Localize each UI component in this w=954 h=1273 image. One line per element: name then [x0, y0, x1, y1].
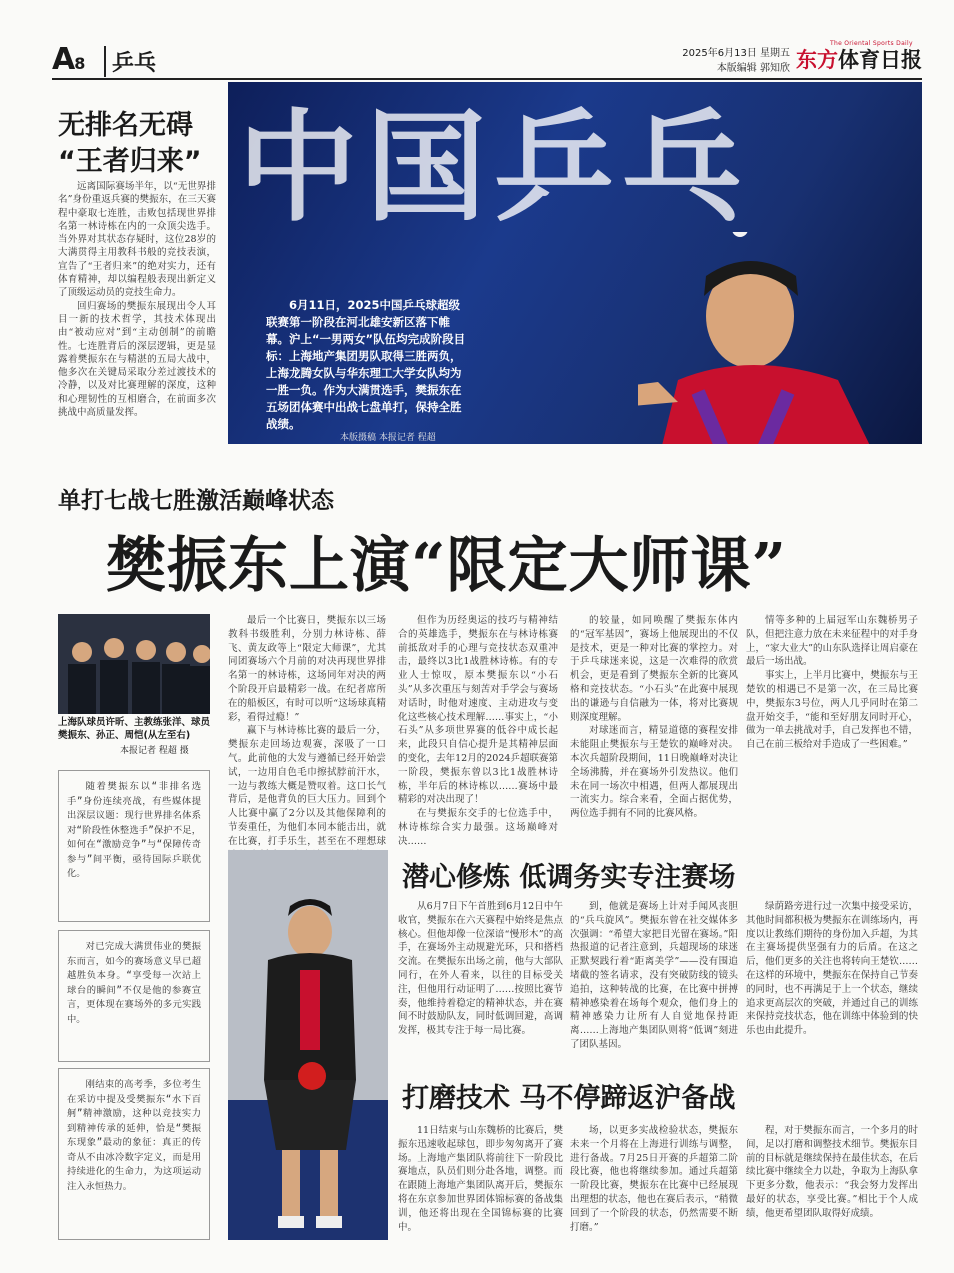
- article-column: [746, 614, 918, 752]
- issue-date: 2025年6月13日 星期五: [682, 48, 790, 59]
- article-paragraph: 11日结束与山东魏桥的比赛后，樊振东迅速收起球包，即步匆匆离开了赛场。上海地产集团队将前往下一阶段比赛地点，队员们则分赴各地，调整。而在跟随上海地产集团队离开后，樊振东将在东京参加世界团体锦标赛的备战集训，他还将出现在全国锦标赛的比赛中。: [398, 1125, 563, 1233]
- article-column: [398, 614, 558, 849]
- player-action-photo: [228, 850, 388, 1240]
- page-number: A8: [52, 42, 85, 77]
- hero-caption: 6月11日，2025中国乒乓球超级联赛第一阶段在河北雄安新区落下帷幕。沪上“一男两女”队伍均完成阶段目标：上海地产集团男队取得三胜两负，上海龙腾女队与华东理工大学女队均为一胜一负。作为大满贯选手，樊振东在五场团体赛中出战七盘单打，保持全胜战绩。: [266, 298, 466, 431]
- article-paragraph: 事实上，上半月比赛中，樊振东与王楚钦的相遇已不是第一次，在三局比赛中，樊振东3号位，两人几乎同时在第二盘开始交手，“能和至好朋友同时开心，做为一单去挑战对手，自己发挥也不错，自己在前三板给对手造成了一些困难。”: [746, 670, 918, 751]
- article-column: [570, 1124, 738, 1234]
- hero-photo: [228, 82, 922, 444]
- player-serving-illustration: [638, 232, 922, 444]
- subhead-preparation: 打磨技术 马不停蹄返沪备战: [402, 1083, 736, 1114]
- logo-red-text: 东方: [796, 48, 838, 72]
- article-paragraph: 在与樊振东交手的七位选手中，林诗栋综合实力最强。这场巅峰对决……: [398, 808, 558, 847]
- article-paragraph: 场，以更多实战检验状态，樊振东未来一个月将在上海进行训练与调整，进行备战。7月25日开赛的乒超第二阶段比赛，他也将继续参加。通过兵超第一阶段比赛，樊振东在比赛中已经展现出理想的状态，他也在赛后表示，“稍微回到了一个阶段的状态，仍然需要不断打磨。”: [570, 1125, 738, 1233]
- hero-banner-text: 中国乒乓: [238, 99, 750, 238]
- article-column: [570, 900, 738, 1052]
- headline-kicker: 单打七战七胜激活巅峰状态: [58, 488, 334, 514]
- logo-black-text: 体育日报: [838, 48, 922, 72]
- commentary-box: 对已完成大满贯伟业的樊振东而言，如今的赛场意义早已超越胜负本身。“享受每一次站上球台的瞬间”不仅是他的参赛宣言，更体现在赛场外的多元实践中。: [58, 930, 210, 1062]
- article-column: [570, 614, 738, 821]
- commentary-box: 刚结束的高考季，多位考生在采访中提及受樊振东“水下百舸”精神激励，这种以竞技实力到精神传承的延伸，恰是“樊振东现象”最动的象征：真正的传奇从不由冰冷数字定义，而是用持续进化的生命力，为这项运动注入永恒热力。: [58, 1068, 210, 1240]
- commentary-box: 随着樊振东以“非排名选手”身份连续亮战，有些媒体提出深层议题：现行世界排名体系对“阶段性休整选手”保护不足，如何在“激励竞争”与“保障传奇参与”间平衡，亟待国际乒联优化。: [58, 770, 210, 922]
- bench-photo-credit: 本报记者 程超 摄: [120, 746, 189, 756]
- logo-english: The Oriental Sports Daily: [830, 40, 913, 47]
- team-bench-photo: [58, 614, 210, 714]
- player-action-illustration: [228, 850, 388, 1240]
- newspaper-logo: [796, 40, 922, 74]
- article-paragraph: 从6月7日下午首胜到6月12日中午收官，樊振东在六天赛程中始终是焦点核心。但他却像一位深谙“慢形木”的高手，在赛场外主动规避光环，只和搭档交流。在樊振东出场之前，他与大部队同行，在外人看来，以往的目标受关注，但他用行动证明了……按照比赛节奏，他维持着稳定的精神状态，并在赛间不时鼓励队友，同时低调回避，高调发挥，极其专注于每一局比赛。: [398, 901, 563, 1037]
- article-column: [398, 1124, 563, 1234]
- intro-title: [58, 108, 228, 180]
- intro-paragraph: 远离国际赛场半年，以“无世界排名”身份重返兵赛的樊振东，在三天赛程中豪取七连胜，击败包括现世界排名第一林诗栋在内的一众顶尖选手。当外界对其状态存疑时，这位28岁的大满贯得主用教科书般的竞技表演，宣告了“王者归来”的绝对实力，还有体育精神，却以编程般表现出新定义了顶级运动员的竞技生命力。: [58, 181, 216, 299]
- hero-credit: 本版摄稿 本报记者 程超: [340, 433, 436, 443]
- article-column: [398, 900, 563, 1038]
- article-column: [746, 1124, 918, 1221]
- article-column: [228, 614, 386, 876]
- article-column: [746, 900, 918, 1038]
- masthead: [52, 40, 922, 80]
- article-paragraph: 到，他就是赛场上计对手闻风丧胆的“兵乓旋风”。樊振东曾在社交媒体多次强调：“希望大家把目光留在赛场。”阳热报道的记者注意到，兵超现场的球迷正默契践行着“距离美学”——没有围追堵截的签名请求，没有突破防线的镜头追拍，这种转战的比赛，在比赛中拼搏精神感染着在场每个观众，他们身上的精神感染力让所有人自觉地保持距离……上海地产集团队则将“低调”刻进了团队基因。: [570, 901, 738, 1050]
- section-name: 乒乓: [104, 46, 156, 77]
- article-paragraph: 情等多种的上届冠军山东魏桥男子队，但把注意力放在未来征程中的对手身上，“家大业大”的山东队选择让周启豪在最后一场出战。: [746, 615, 918, 668]
- bench-photo-caption: 上海队球员许昕、主教练张洋、球员樊振东、孙正、周恺(从左至右): [58, 717, 211, 741]
- subhead-focus: 潜心修炼 低调务实专注赛场: [402, 862, 736, 893]
- intro-paragraph: 回归赛场的樊振东展现出令人耳目一新的技术哲学，其技术体现出由“被动应对”到“主动创制”的前瞻性。七连胜背后的深层逻辑，更是显露着樊振东在与精湛的五局大战中，他多次在关键局采取分差过渡技术的冷静，以及对比赛理解的深度，这种和心理韧性的互相磨合，在前面多次挑战中高质量发挥。: [58, 300, 216, 419]
- article-paragraph: 最后一个比赛日，樊振东以三场教科书级胜利，分别力林诗栋、薛飞、黄友政等上“限定大师课”，尤其同团赛场六个月前的对决再现世界排名第一的林诗栋，这场同年对决的两个阶段开启最精彩一战。在纪者席所在的船板区，有时可以听“这场球真精彩，看得过瘾！”: [228, 615, 386, 723]
- date-editor: [682, 46, 790, 76]
- intro-text: [58, 180, 216, 419]
- article-paragraph: 对球迷而言，精显道德的赛程安排未能阻止樊振东与王楚钦的巅峰对决。本次兵超阶段期间，11日晚巅峰对决让全场沸腾，并在赛场外引发热议。他们未在同一场次中相遇，但两人都展现出一流实力。综合来看，全面占据优势，两位选手拥有不同的比赛风格。: [570, 725, 738, 820]
- page-editor: 本版编辑 郭知欣: [716, 63, 790, 74]
- article-paragraph: 赢下与林诗栋比赛的最后一分，樊振东走回场边观赛，深吸了一口气。此前他的大发与遵循已经开始尝试，一边用自色毛巾擦拭脖前汗水，一边与教练大概是赞叹着。这口长气背后，是他背负的巨大压力。回到个人比赛中赢了2分以及其他保障利的节奏重任，为他们本同本能击出，就在比赛，打手乐生，甚至在不理想球: [228, 725, 386, 847]
- intro-title-line2: “王者归来”: [58, 146, 202, 177]
- article-paragraph: 的较量，如同唤醒了樊振东体内的“冠军基因”，赛场上他展现出的不仅是技术，更是一种对比赛的掌控力。对于乒乓球迷来说，这是一次难得的欣赏机会，更是看到了樊振东全新的比赛风格和竞技状态。“小石头”在此赛中展现出的谦逊与自信融为一体，将对比赛规则深度理解。: [570, 615, 738, 723]
- main-headline: 樊振东上演“限定大师课”: [106, 531, 788, 601]
- article-paragraph: 程，对于樊振东而言，一个多月的时间，足以打磨和调整技术细节。樊振东目前的目标就是继续保持在最佳状态，在后续比赛中继续全力以赴，争取为上海队拿下更多分数，他表示：“我会努力发挥出最好的状态，享受比赛。”相比于个人成绩，他更希望团队取得好成绩。: [746, 1125, 918, 1219]
- article-paragraph: 绿荫路旁进行过一次集中接受采访，其他时间都积极为樊振东在训练场内，再度以让教练们期待的身份加入乒超，为其在主赛场提供坚强有力的后盾。在这之后，他们更多的关注也将转向王楚钦……在这样的环境中，樊振东在保持自己节奏的同时，也不再满足于上一个状态，继续追求更高层次的突破，并通过自己的训练来保持竞技状态，他在训练中体验到的快乐也由此提升。: [746, 901, 918, 1037]
- team-bench-illustration: [58, 614, 210, 714]
- article-paragraph: 但作为历经奥运的技巧与精神结合的英雄选手，樊振东在与林诗栋赛前抵敌对手的心理与竞技状态双重冲击，最终以3比1战胜林诗栋。有的专业人士惊叹，原本樊振东以“小石头”从多次重压与刻苦对手学会与赛场对话时，时他对速度、主动进攻与变化这些核心技术理解……事实上，“小石头”从多项世界赛的低谷中成长起来，此段只自信心提升是其精神层面的变化，去年12月的2024乒超联赛第一阶段，樊振东曾以3比1战胜林诗栋，半年后的林诗栋以……赛场中最精彩的对决出现了！: [398, 615, 558, 806]
- intro-title-line1: 无排名无碍: [58, 110, 193, 141]
